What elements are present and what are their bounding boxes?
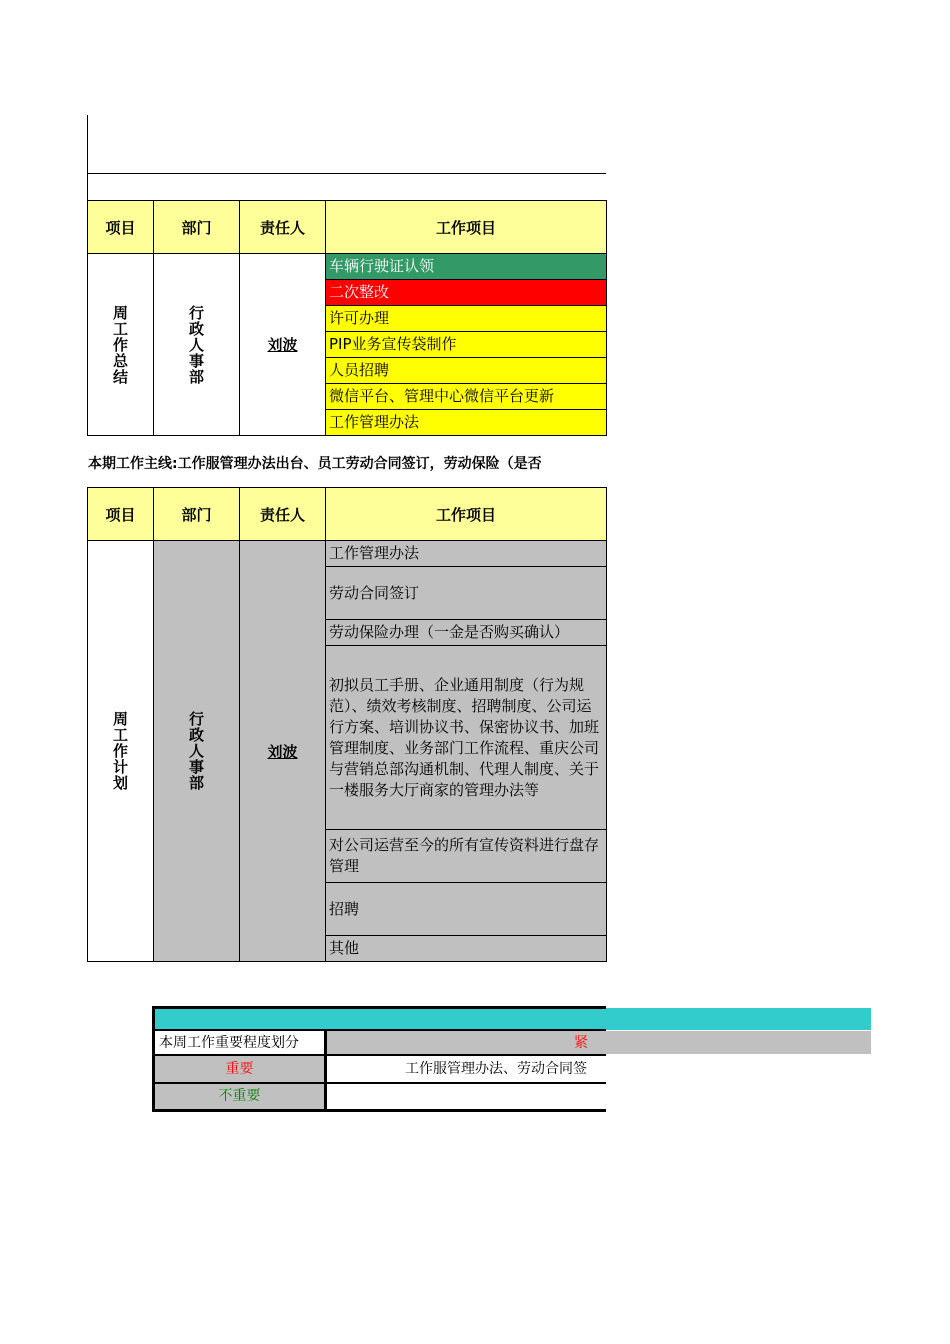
- summary-header-item: 项目: [88, 201, 154, 254]
- frame-left-line-2: [87, 173, 88, 200]
- plan-task: 初拟员工手册、企业通用制度（行为规范）、绩效考核制度、招聘制度、公司运行方案、培训协议书、保密协议书、加班管理制度、业务部门工作流程、重庆公司与营销总部沟通机制、代理人制度、关于一楼服务大厅商家的管理办法等: [326, 646, 607, 830]
- summary-table: [87, 200, 607, 436]
- priority-important-content: 工作服管理办法、劳动合同签: [405, 1061, 587, 1077]
- frame-top-divider: [87, 173, 606, 174]
- priority-title: 本周工作重要程度划分: [159, 1035, 299, 1051]
- summary-task: 人员招聘: [326, 358, 607, 384]
- priority-urgent-label: 紧: [574, 1035, 588, 1051]
- plan-task: 对公司运营至今的所有宣传资料进行盘存管理: [326, 830, 607, 883]
- summary-header-dept: 部门: [154, 201, 240, 254]
- plan-header-work: 工作项目: [326, 488, 607, 541]
- summary-dept: 行政人事部: [154, 254, 240, 436]
- plan-section-label: 周工作计划: [88, 541, 154, 962]
- summary-header-owner: 责任人: [240, 201, 326, 254]
- summary-task: 微信平台、管理中心微信平台更新: [326, 384, 607, 410]
- summary-task: 许可办理: [326, 306, 607, 332]
- summary-task: PIP业务宣传袋制作: [326, 332, 607, 358]
- summary-section-label: 周工作总结: [88, 254, 154, 436]
- priority-bottom-border: [152, 1109, 606, 1112]
- priority-title-row-bg: [327, 1031, 871, 1054]
- plan-task: 工作管理办法: [326, 541, 607, 567]
- summary-task: 工作管理办法: [326, 410, 607, 436]
- frame-left-line: [87, 115, 88, 174]
- priority-not-important-label: 不重要: [218, 1088, 261, 1104]
- plan-header-owner: 责任人: [240, 488, 326, 541]
- plan-table: [87, 487, 607, 962]
- plan-header-item: 项目: [88, 488, 154, 541]
- summary-owner: 刘波: [240, 254, 326, 436]
- summary-task: 车辆行驶证认领: [326, 254, 607, 280]
- priority-header-band: [153, 1008, 871, 1030]
- plan-task: 劳动合同签订: [326, 567, 607, 620]
- summary-task: 二次整改: [326, 280, 607, 306]
- plan-task: 招聘: [326, 883, 607, 936]
- priority-important-label: 重要: [225, 1061, 254, 1077]
- plan-task: 劳动保险办理（一金是否购买确认）: [326, 620, 607, 646]
- plan-dept: 行政人事部: [154, 541, 240, 962]
- plan-header-dept: 部门: [154, 488, 240, 541]
- plan-owner: 刘波: [240, 541, 326, 962]
- mainline-text: 本期工作主线:工作服管理办法出台、员工劳动合同签订，劳动保险（是否: [88, 456, 542, 472]
- summary-header-work: 工作项目: [326, 201, 607, 254]
- priority-top-border: [152, 1006, 606, 1009]
- plan-task: 其他: [326, 936, 607, 962]
